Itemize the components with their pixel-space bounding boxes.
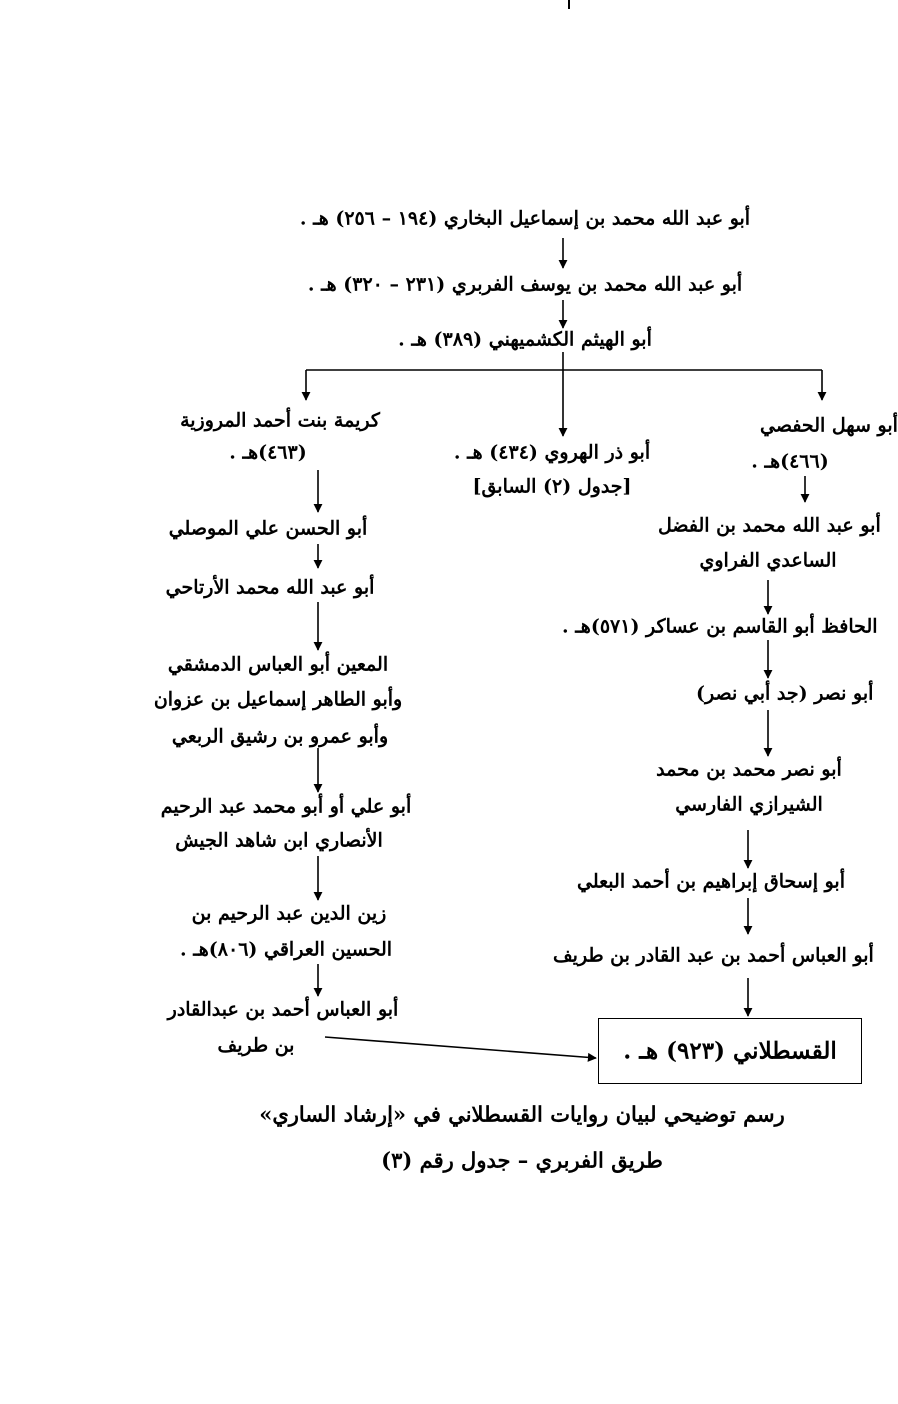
node-ibn-asakir: الحافظ أبو القاسم بن عساكر (٥٧١)هـ . — [562, 615, 878, 638]
caption-title: رسم توضيحي لبيان روايات القسطلاني في «إرشاد الساري» — [259, 1101, 785, 1127]
node-abd-al-rahim: أبو علي أو أبو محمد عبد الرحيم — [160, 795, 412, 818]
node-firabri: أبو عبد الله محمد بن يوسف الفربري (٢٣١ – ٣٢٠) هـ . — [307, 273, 743, 296]
node-iraqi-2: الحسين العراقي (٨٠٦)هـ . — [179, 938, 393, 961]
node-artahi: أبو عبد الله محمد الأرتاحي — [165, 576, 375, 599]
node-abu-dharr: أبو ذر الهروي (٤٣٤) هـ . — [453, 441, 651, 464]
node-abu-dharr-ref: [جدول (٢) السابق] — [472, 475, 632, 498]
node-rabi: وأبو عمرو بن رشيق الربعي — [171, 725, 389, 748]
node-furawi-1: أبو عبد الله محمد بن الفضل — [658, 514, 881, 537]
arrow-left-to-box — [325, 1037, 596, 1058]
node-ibn-tarif-left-1: أبو العباس أحمد بن عبدالقادر — [167, 998, 399, 1021]
node-furawi-2: الساعدي الفراوي — [699, 549, 837, 572]
node-bukhari: أبو عبد الله محمد بن إسماعيل البخاري (١٩٤ – ٢٥٦) هـ . — [299, 207, 751, 230]
node-shahid-al-jaysh: الأنصاري ابن شاهد الجيش — [175, 829, 383, 852]
node-dimashqi: المعين أبو العباس الدمشقي — [167, 653, 389, 676]
final-node-qastallani: القسطلاني (٩٢٣) هـ . — [623, 1037, 837, 1065]
node-abu-sahl-name: أبو سهل الحفصي — [760, 414, 898, 437]
node-karima-name: كريمة بنت أحمد المروزية — [180, 409, 380, 432]
node-abu-nasr-1: أبو نصر (جد أبي نصر) — [696, 682, 874, 705]
node-baali: أبو إسحاق إبراهيم بن أحمد البعلي — [577, 870, 846, 893]
node-ibn-azwan: وأبو الطاهر إسماعيل بن عزوان — [153, 688, 403, 711]
node-ibn-tarif-right: أبو العباس أحمد بن عبد القادر بن طريف — [553, 944, 874, 967]
node-kushmihani: أبو الهيثم الكشميهني (٣٨٩) هـ . — [398, 328, 652, 351]
node-abu-nasr-2b: الشيرازي الفارسي — [675, 793, 823, 816]
node-iraqi-1: زين الدين عبد الرحيم بن — [191, 902, 387, 925]
node-karima-date: (٤٦٣)هـ . — [229, 441, 307, 464]
node-abu-nasr-2a: أبو نصر محمد بن محمد — [656, 758, 842, 781]
node-mawsili: أبو الحسن علي الموصلي — [168, 517, 368, 540]
node-abu-sahl-date: (٤٦٦)هـ . — [751, 450, 829, 473]
caption-subtitle: طريق الفربري – جدول رقم (٣) — [381, 1147, 663, 1173]
node-ibn-tarif-left-2: بن طريف — [217, 1034, 295, 1057]
